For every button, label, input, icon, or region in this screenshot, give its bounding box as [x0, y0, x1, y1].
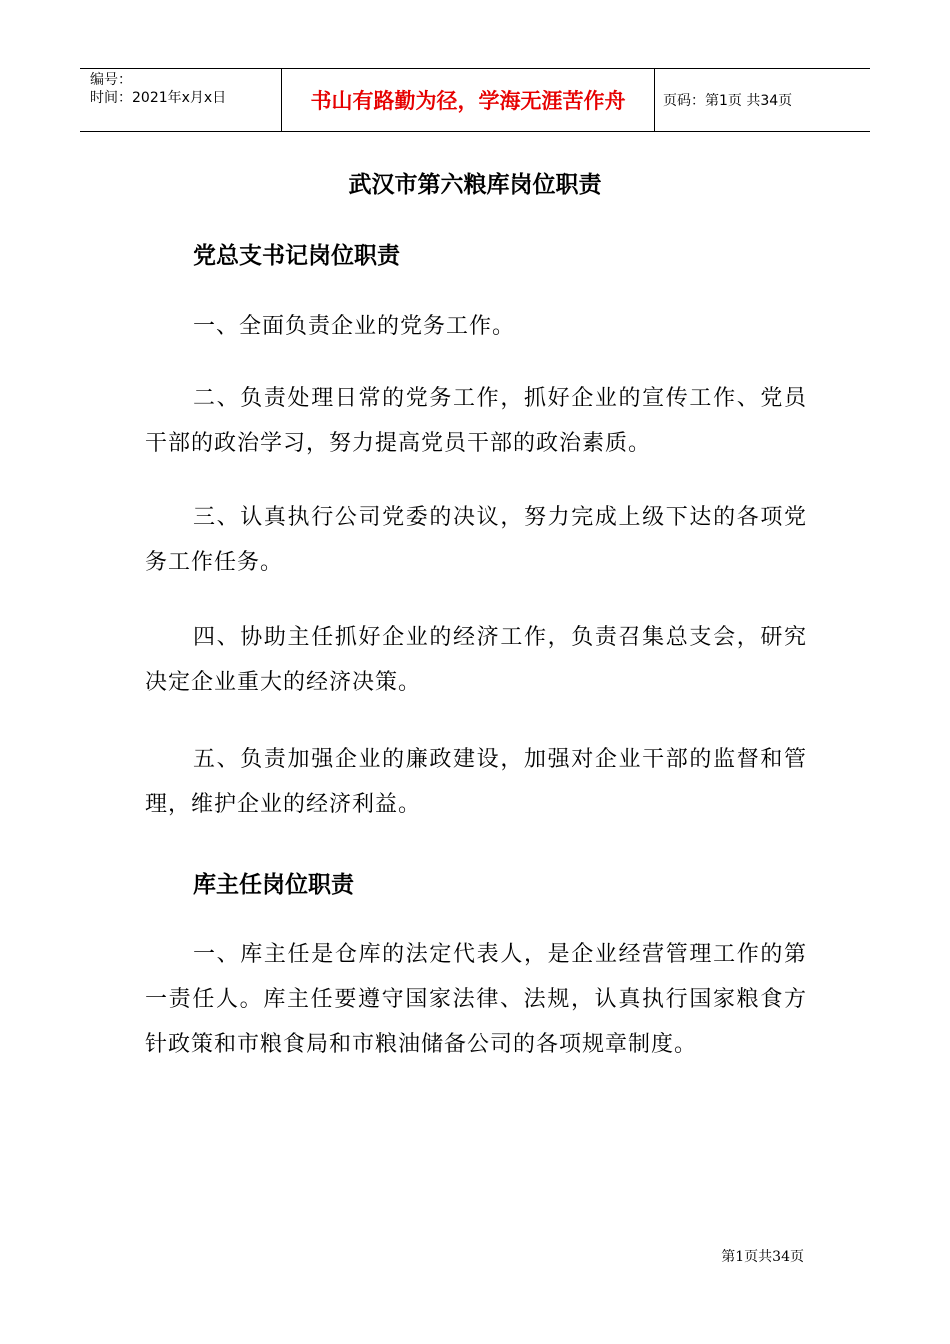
header-motto	[282, 69, 655, 131]
document-number-label: 编号：	[90, 72, 132, 88]
paragraph: 四、协助主任抓好企业的经济工作，负责召集总支会，研究决定企业重大的经济决策。	[145, 625, 807, 695]
document-time-label: 时间：2021年x月x日	[90, 90, 227, 106]
header-page-label: 页码：第1页 共34页	[663, 93, 793, 109]
paragraph: 五、负责加强企业的廉政建设，加强对企业干部的监督和管理，维护企业的经济利益。	[145, 747, 807, 817]
paragraph: 一、库主任是仓库的法定代表人，是企业经营管理工作的第一责任人。库主任要遵守国家法律、法规，认真执行国家粮食方针政策和市粮食局和市粮油储备公司的各项规章制度。	[145, 942, 807, 1057]
page-footer: 第1页共34页	[721, 1249, 804, 1265]
paragraph: 三、认真执行公司党委的决议，努力完成上级下达的各项党务工作任务。	[145, 505, 807, 575]
header-meta	[80, 69, 282, 131]
paragraph: 二、负责处理日常的党务工作，抓好企业的宣传工作、党员干部的政治学习，努力提高党员干部的政治素质。	[145, 386, 807, 456]
section-heading-depot-director: 库主任岗位职责	[193, 872, 354, 898]
motto-text: 书山有路勤为径，学海无涯苦作舟	[310, 89, 626, 113]
paragraph: 一、全面负责企业的党务工作。	[193, 314, 516, 339]
page-header	[80, 68, 870, 132]
section-heading-party-secretary: 党总支书记岗位职责	[193, 243, 400, 269]
document-title: 武汉市第六粮库岗位职责	[348, 172, 602, 198]
header-page-info	[655, 69, 870, 131]
